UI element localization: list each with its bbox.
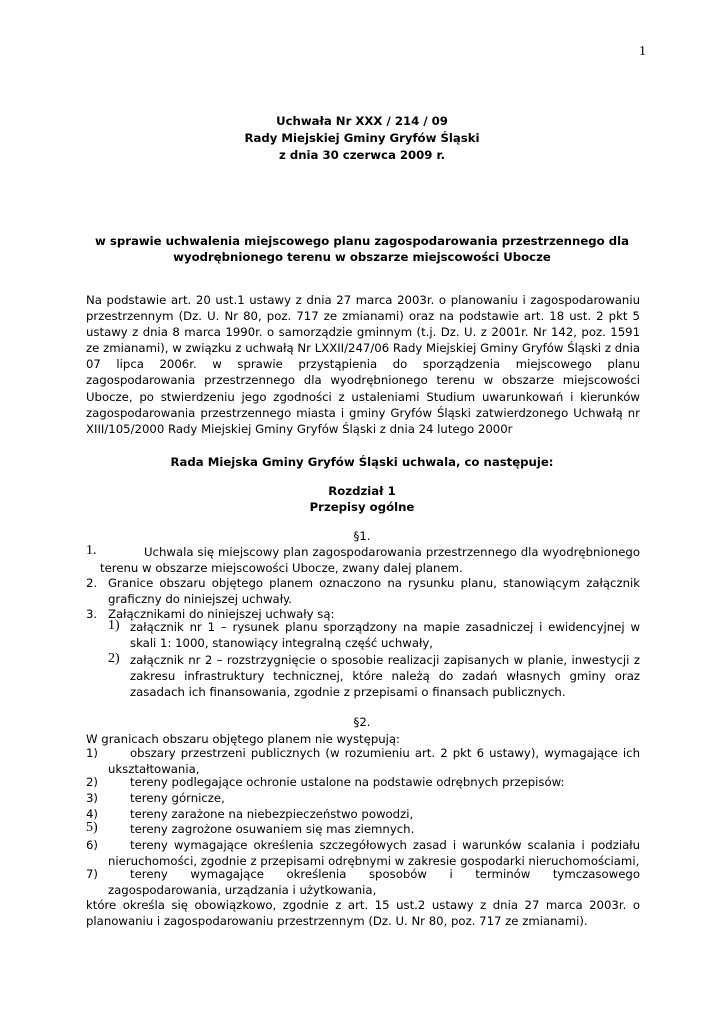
list-item <box>108 619 640 651</box>
chapter-subtitle: Przepisy ogólne <box>309 500 415 514</box>
list-item-number: 7) <box>86 867 98 881</box>
list-item-number: 2) <box>108 651 120 666</box>
list-item <box>86 806 640 822</box>
list-item-number: 1. <box>86 543 97 558</box>
resolution-number: Uchwała Nr XXX / 214 / 09 <box>276 114 448 128</box>
list-item-text: Załącznikami do niniejszej uchwały są: <box>108 607 335 621</box>
list-item <box>86 774 640 790</box>
preamble: Na podstawie art. 20 ust.1 ustawy z dnia 27 marca 2003r. o planowaniu i zagospodarowaniu przestrzennym (Dz. U. Nr 80, poz. 717 ze zmianami) oraz na podstawie art. 18 ust. 2 pkt 5 ustawy z dnia 8 marca 1990r. o samorządzie gminnym (t.j. Dz. U. z 2001r. Nr 142, poz. 1591 ze zmianami), w związku z uchwałą Nr LXXII/247/06 Rady Miejskiej Gminy Gryfów Śląski z dnia 07 lipca 2006r. w sprawie przystąpienia do sporządzenia miejscowego planu zagospodarowania przestrzennego dla wyodrębnionego terenu w obszarze miejscowości Ubocze, po stwierdzeniu jego zgodności z ustaleniami Studium uwarunkowań i kierunków zagospodarowania przestrzennego miasta i gminy Gryfów Śląski zatwierdzonego Uchwałą nr XIII/105/2000 Rady Miejskiej Gminy Gryfów Śląski z dnia 24 lutego 2000r <box>86 293 640 436</box>
list-item-text: obszary przestrzeni publicznych (w rozumieniu art. 2 pkt 6 ustawy), wymagające ich ukształtowania, <box>108 746 640 777</box>
council-name: Rady Miejskiej Gminy Gryfów Śląski <box>244 131 480 145</box>
resolution-date: z dnia 30 czerwca 2009 r. <box>278 148 446 162</box>
list-item <box>86 790 640 806</box>
chapter-heading <box>0 483 724 515</box>
list-item-number: 3) <box>86 791 98 805</box>
section-2-sign: §2. <box>353 715 371 729</box>
list-item-text: Uchwala się miejscowy plan zagospodarowania przestrzennego dla wyodrębnionego terenu w obszarze miejscowości Ubocze, zwany dalej planem. <box>100 545 640 576</box>
list-item-text: załącznik nr 1 – rysunek planu sporządzony na mapie zasadniczej i ewidencyjnej w skali 1: 1000, stanowiący integralną część uchwały, <box>130 620 640 651</box>
list-item-number: 1) <box>108 618 120 633</box>
list-item-number: 3. <box>86 607 98 621</box>
subject-line-1: w sprawie uchwalenia miejscowego planu zagospodarowania przestrzennego dla <box>95 234 629 248</box>
section-1-sign: §1. <box>353 529 371 543</box>
list-item-text: tereny podlegające ochronie ustalone na podstawie odrębnych przepisów: <box>130 775 565 789</box>
list-item <box>86 745 640 777</box>
page-number: 1 <box>639 44 646 59</box>
list-item-number: 1) <box>86 746 98 760</box>
resolution-subject <box>0 233 724 265</box>
list-item-text: załącznik nr 2 – rozstrzygnięcie o sposobie realizacji zapisanych w planie, inwestycji z zakresu infrastruktury technicznej, które należą do zadań własnych gminy oraz zasadach ich finansowania, zgodnie z przepisami o finansach publicznych. <box>130 653 640 700</box>
list-item-number: 4) <box>86 807 98 821</box>
list-item <box>108 652 640 700</box>
list-item-text: tereny wymagające określenia sposobów i terminów tymczasowego zagospodarowania, urządzania i użytkowania, <box>108 867 640 898</box>
list-item-text: tereny zagrożone osuwaniem się mas ziemnych. <box>130 822 415 836</box>
list-item <box>86 821 640 837</box>
section-2-intro: W granicach obszaru objętego planem nie występują: <box>86 732 400 746</box>
list-item <box>86 544 640 576</box>
list-item <box>86 575 640 607</box>
list-item-number: 5) <box>86 820 98 835</box>
list-item <box>86 837 640 869</box>
list-item-text: tereny wymagające określenia szczegółowych zasad i warunków scalania i podziału nieruchomości, zgodnie z przepisami odrębnymi w zakresie gospodarki nieruchomościami, <box>108 838 640 869</box>
resolution-header <box>0 113 724 164</box>
list-item-number: 2) <box>86 775 98 789</box>
resolves-heading: Rada Miejska Gminy Gryfów Śląski uchwala, co następuje: <box>170 455 554 469</box>
list-item-number: 2. <box>86 576 98 590</box>
list-item-text: tereny górnicze, <box>130 791 225 805</box>
list-item-number: 6) <box>86 838 98 852</box>
chapter-title: Rozdział 1 <box>328 484 396 498</box>
list-item-text: tereny zarażone na niebezpieczeństwo powodzi, <box>130 807 414 821</box>
list-item <box>86 866 640 898</box>
subject-line-2: wyodrębnionego terenu w obszarze miejscowości Ubocze <box>173 250 551 264</box>
list-item-text: Granice obszaru objętego planem oznaczono na rysunku planu, stanowiącym załącznik graficzny do niniejszej uchwały. <box>108 576 640 607</box>
section-2-closing: które określa się obowiązkowo, zgodnie z art. 15 ust.2 ustawy z dnia 27 marca 2003r. o planowaniu i zagospodarowaniu przestrzennym (Dz. U. Nr 80, poz. 717 ze zmianami). <box>86 898 640 929</box>
